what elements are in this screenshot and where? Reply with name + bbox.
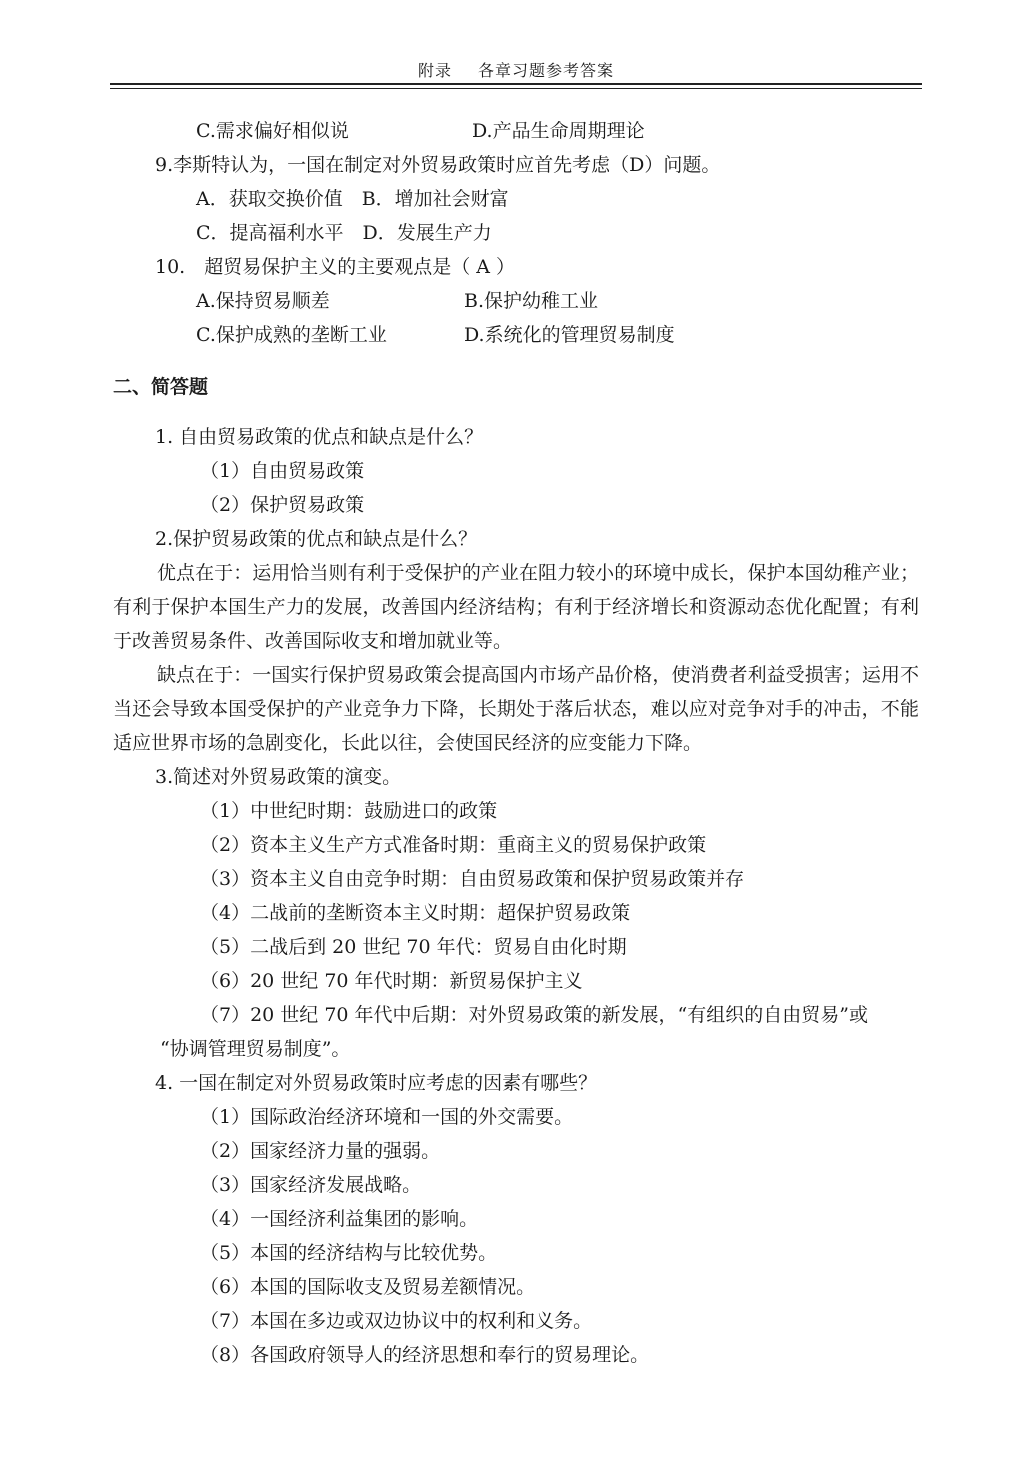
sq3-item: （6）20 世纪 70 年代时期：新贸易保护主义 <box>200 970 583 992</box>
sq2-disadvantages-paragraph: 缺点在于：一国实行保护贸易政策会提高国内市场产品价格，使消费者利益受损害；运用不当还会导致本国受保护的产业竞争力下降，长期处于落后状态，难以应对竞争对手的冲击，不能适应世界市场的急剧变化，长此以往，会使国民经济的应变能力下降。 <box>113 664 919 754</box>
section-heading: 二、简答题 <box>113 376 209 398</box>
q10-option-d: D.系统化的管理贸易制度 <box>464 324 675 346</box>
q10-option-c: C.保护成熟的垄断工业 <box>196 324 387 346</box>
sq4-item: （2）国家经济力量的强弱。 <box>200 1140 441 1162</box>
sq3-item: （4）二战前的垄断资本主义时期：超保护贸易政策 <box>200 902 631 924</box>
sq3-item: （3）资本主义自由竞争时期：自由贸易政策和保护贸易政策并存 <box>200 868 745 890</box>
sq4-item: （3）国家经济发展战略。 <box>200 1174 422 1196</box>
sq4-item: （5）本国的经济结构与比较优势。 <box>200 1242 498 1264</box>
sq3-item-continuation: “协调管理贸易制度”。 <box>160 1038 351 1060</box>
sq1-item: （1）自由贸易政策 <box>200 460 365 482</box>
running-header <box>110 58 922 81</box>
sq3-title: 3.简述对外贸易政策的演变。 <box>155 766 402 788</box>
header-rule-thin <box>110 88 922 89</box>
sq4-item: （1）国际政治经济环境和一国的外交需要。 <box>200 1106 574 1128</box>
sq4-item: （7）本国在多边或双边协议中的权利和义务。 <box>200 1310 593 1332</box>
sq4-item: （8）各国政府领导人的经济思想和奉行的贸易理论。 <box>200 1344 650 1366</box>
sq1-item: （2）保护贸易政策 <box>200 494 365 516</box>
sq3-item: （5）二战后到 20 世纪 70 年代：贸易自由化时期 <box>200 936 627 958</box>
sq3-item: （2）资本主义生产方式准备时期：重商主义的贸易保护政策 <box>200 834 707 856</box>
sq4-item: （4）一国经济利益集团的影响。 <box>200 1208 479 1230</box>
q8-option-d: D.产品生命周期理论 <box>472 120 645 142</box>
sq3-item: （7）20 世纪 70 年代中后期：对外贸易政策的新发展，“有组织的自由贸易”或 <box>200 1004 868 1026</box>
sq2-title: 2.保护贸易政策的优点和缺点是什么？ <box>155 528 478 550</box>
header-chapter-title: 各章习题参考答案 <box>478 61 615 80</box>
sq3-item: （1）中世纪时期：鼓励进口的政策 <box>200 800 498 822</box>
sq2-advantages-paragraph: 优点在于：运用恰当则有利于受保护的产业在阻力较小的环境中成长，保护本国幼稚产业；有利于保护本国生产力的发展，改善国内经济结构；有利于经济增长和资源动态优化配置；有利于改善贸易条件、改善国际收支和增加就业等。 <box>113 562 919 652</box>
q10-option-a: A.保持贸易顺差 <box>196 290 330 312</box>
q9-stem: 9.李斯特认为，一国在制定对外贸易政策时应首先考虑（D）问题。 <box>155 154 721 176</box>
q10-stem: 10. 超贸易保护主义的主要观点是（ A ） <box>155 256 516 278</box>
q9-options-row2: C．提高福利水平 D．发展生产力 <box>196 222 492 244</box>
q10-option-b: B.保护幼稚工业 <box>464 290 599 312</box>
q9-options-row1: A．获取交换价值 B．增加社会财富 <box>196 188 509 210</box>
sq4-title: 4. 一国在制定对外贸易政策时应考虑的因素有哪些？ <box>155 1072 598 1094</box>
header-appendix: 附录 <box>417 61 452 80</box>
sq4-item: （6）本国的国际收支及贸易差额情况。 <box>200 1276 536 1298</box>
header-rule-thick <box>110 83 922 85</box>
sq1-title: 1. 自由贸易政策的优点和缺点是什么？ <box>155 426 484 448</box>
q8-option-c: C.需求偏好相似说 <box>196 120 349 142</box>
